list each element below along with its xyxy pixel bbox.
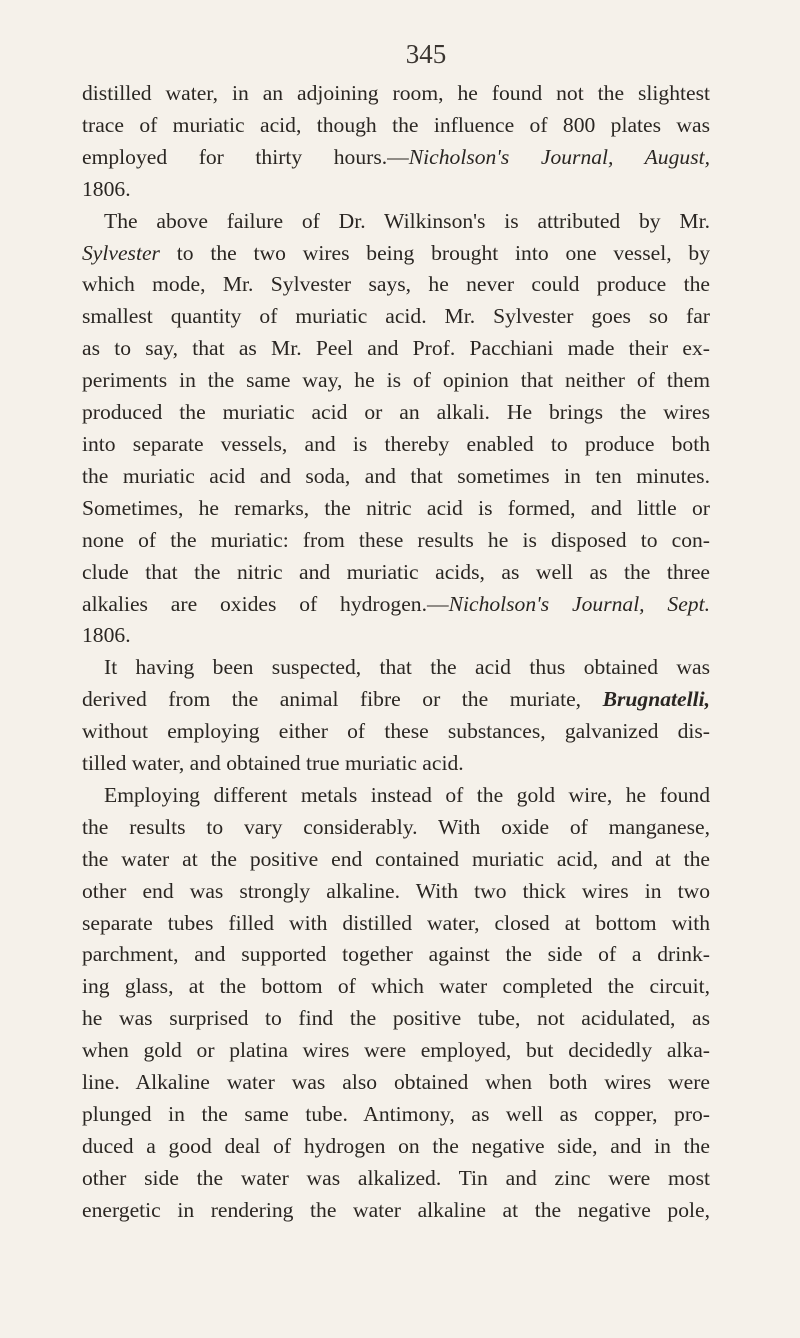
- text-line: [82, 684, 710, 716]
- text-run: smallest quantity of muriatic acid. Mr. Sylvester goes so far: [82, 304, 710, 329]
- text-run: Sylvester: [82, 240, 160, 265]
- text-line: [82, 939, 710, 971]
- text-line: [82, 780, 710, 812]
- page-number: 345: [405, 39, 447, 69]
- text-line: [82, 301, 710, 333]
- text-line: [82, 748, 710, 780]
- text-run: Nicholson's Journal, August,: [408, 144, 710, 169]
- text-line: [82, 1099, 710, 1131]
- book-page: [82, 34, 710, 1227]
- text-run: Sometimes, he remarks, the nitric acid is formed, and little or: [82, 495, 710, 520]
- text-run: 1806.: [82, 176, 131, 201]
- text-line: [82, 461, 710, 493]
- text-run: 1806.: [82, 623, 131, 648]
- text-run: periments in the same way, he is of opinion that neither of them: [82, 368, 710, 393]
- text-line: [82, 620, 710, 652]
- text-run: into separate vessels, and is thereby enabled to produce both: [82, 431, 710, 456]
- text-run: as to say, that as Mr. Peel and Prof. Pacchiani made their ex-: [82, 336, 710, 361]
- text-run: the water at the positive end contained muriatic acid, and at the: [82, 846, 710, 871]
- text-run: the muriatic acid and soda, and that sometimes in ten minutes.: [82, 463, 710, 488]
- text-run: produced the muriatic acid or an alkali. He brings the wires: [82, 400, 710, 425]
- text-run: energetic in rendering the water alkaline at the negative pole,: [82, 1197, 710, 1222]
- text-line: [82, 876, 710, 908]
- text-run: clude that the nitric and muriatic acids, as well as the three: [82, 559, 710, 584]
- text-run: alkalies are oxides of hydrogen.—: [82, 591, 449, 616]
- text-run: line. Alkaline water was also obtained when both wires were: [82, 1070, 710, 1095]
- text-run: when gold or platina wires were employed, but decidedly alka-: [82, 1038, 710, 1063]
- text-run: It having been suspected, that the acid thus obtained was: [104, 655, 710, 680]
- text-run: plunged in the same tube. Antimony, as well as copper, pro-: [82, 1102, 710, 1126]
- text-line: [82, 1003, 710, 1035]
- text-run: the results to vary considerably. With oxide of manganese,: [82, 814, 710, 839]
- text-line: [82, 1035, 710, 1067]
- text-run: duced a good deal of hydrogen on the negative side, and in the: [82, 1133, 710, 1158]
- text-line: [82, 908, 710, 940]
- text-line: [82, 557, 710, 589]
- text-line: [82, 971, 710, 1003]
- text-line: [82, 716, 710, 748]
- text-line: [82, 844, 710, 876]
- text-run: without employing either of these substances, galvanized dis-: [82, 719, 710, 744]
- text-line: [82, 333, 710, 365]
- text-run: employed for thirty hours.—: [82, 144, 409, 169]
- text-line: [82, 142, 710, 174]
- text-run: Employing different metals instead of the gold wire, he found: [104, 782, 710, 807]
- text-line: [82, 238, 710, 270]
- text-line: [82, 1195, 710, 1227]
- text-run: separate tubes filled with distilled water, closed at bottom with: [82, 910, 710, 935]
- text-run: none of the muriatic: from these results he is disposed to con-: [82, 527, 710, 552]
- text-run: distilled water, in an adjoining room, he found not the slightest: [82, 81, 710, 105]
- text-run: Nicholson's Journal, Sept.: [448, 591, 710, 616]
- text-run: tilled water, and obtained true muriatic acid.: [82, 751, 464, 776]
- text-run: parchment, and supported together against the side of a drink-: [82, 942, 710, 967]
- text-line: [82, 269, 710, 301]
- text-line: [82, 652, 710, 684]
- text-run: other end was strongly alkaline. With two thick wires in two: [82, 878, 710, 903]
- text-line: [82, 525, 710, 557]
- text-run: to the two wires being brought into one vessel, by: [159, 240, 710, 265]
- text-line: [82, 493, 710, 525]
- text-line: [82, 589, 710, 621]
- text-run: which mode, Mr. Sylvester says, he never could produce the: [82, 272, 710, 297]
- text-run: trace of muriatic acid, though the influence of 800 plates was: [82, 112, 710, 137]
- text-line: [82, 110, 710, 142]
- body-text: [82, 78, 710, 1227]
- text-run: he was surprised to find the positive tube, not acidulated, as: [82, 1006, 710, 1031]
- text-run: other side the water was alkalized. Tin and zinc were most: [82, 1165, 710, 1190]
- text-line: [82, 1067, 710, 1099]
- text-run: ing glass, at the bottom of which water completed the circuit,: [82, 974, 710, 999]
- text-line: [82, 174, 710, 206]
- text-line: [82, 78, 710, 110]
- text-run: The above failure of Dr. Wilkinson's is attributed by Mr.: [104, 208, 710, 233]
- text-line: [82, 1163, 710, 1195]
- text-line: [82, 1131, 710, 1163]
- text-run: derived from the animal fibre or the muriate,: [82, 687, 603, 712]
- text-line: [82, 812, 710, 844]
- text-line: [82, 365, 710, 397]
- text-line: [82, 429, 710, 461]
- text-line: [82, 397, 710, 429]
- text-run: Brugnatelli,: [602, 687, 710, 712]
- text-line: [82, 206, 710, 238]
